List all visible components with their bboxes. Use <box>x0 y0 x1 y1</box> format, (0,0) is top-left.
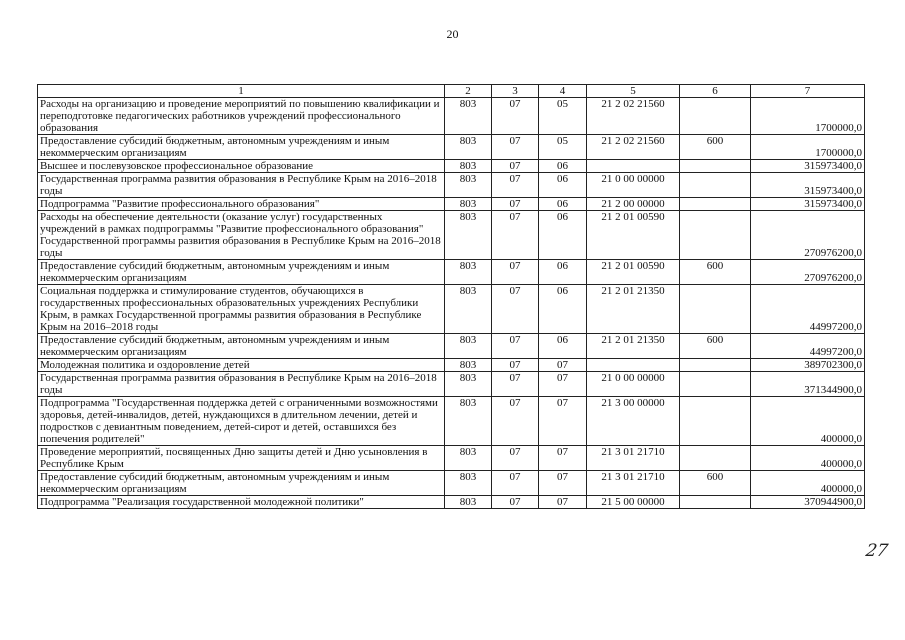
row-code-c2: 803 <box>445 496 492 509</box>
row-amount: 315973400,0 <box>751 160 865 173</box>
row-code-c6 <box>680 173 751 198</box>
budget-table <box>37 84 865 509</box>
row-code-c3: 07 <box>492 260 539 285</box>
row-code-c4: 07 <box>539 359 587 372</box>
row-amount: 44997200,0 <box>751 334 865 359</box>
row-amount: 370944900,0 <box>751 496 865 509</box>
row-code-c4: 06 <box>539 160 587 173</box>
row-amount: 1700000,0 <box>751 98 865 135</box>
row-code-c4: 06 <box>539 260 587 285</box>
row-name: Социальная поддержка и стимулирование студентов, обучающихся в государственных профессиональных образовательных учреждениях Республики Крым, в рамках Государственной программы развития образования в Республике Крым на 2016–2018 годы <box>38 285 445 334</box>
row-code-c4: 06 <box>539 334 587 359</box>
row-code-c4: 07 <box>539 471 587 496</box>
row-code-c2: 803 <box>445 397 492 446</box>
row-code-c6 <box>680 496 751 509</box>
row-code-c3: 07 <box>492 471 539 496</box>
row-name: Расходы на обеспечение деятельности (оказание услуг) государственных учреждений в рамках подпрограммы "Развитие профессионального образования" Государственной программы развития образования в Республике Крым на 2016–2018 годы <box>38 211 445 260</box>
table-row <box>38 471 865 496</box>
row-code-c2: 803 <box>445 198 492 211</box>
row-name: Предоставление субсидий бюджетным, автономным учреждениям и иным некоммерческим организациям <box>38 334 445 359</box>
row-code-c2: 803 <box>445 471 492 496</box>
row-code-c3: 07 <box>492 397 539 446</box>
row-code-c5: 21 2 02 21560 <box>587 98 680 135</box>
table-row <box>38 211 865 260</box>
row-code-c6 <box>680 285 751 334</box>
row-amount: 270976200,0 <box>751 211 865 260</box>
row-amount: 400000,0 <box>751 397 865 446</box>
row-code-c5: 21 2 02 21560 <box>587 135 680 160</box>
row-name: Подпрограмма "Развитие профессионального образования" <box>38 198 445 211</box>
row-amount: 400000,0 <box>751 471 865 496</box>
row-code-c3: 07 <box>492 211 539 260</box>
table-row <box>38 285 865 334</box>
row-name: Расходы на организацию и проведение мероприятий по повышению квалификации и переподготовке педагогических работников учреждений профессионального образования <box>38 98 445 135</box>
row-code-c3: 07 <box>492 160 539 173</box>
row-code-c5: 21 0 00 00000 <box>587 372 680 397</box>
row-code-c3: 07 <box>492 446 539 471</box>
table-row <box>38 160 865 173</box>
row-code-c6 <box>680 397 751 446</box>
table-row <box>38 98 865 135</box>
row-code-c6 <box>680 98 751 135</box>
row-code-c6 <box>680 359 751 372</box>
table-header-row <box>38 85 865 98</box>
row-code-c5: 21 2 01 21350 <box>587 285 680 334</box>
row-code-c6 <box>680 372 751 397</box>
table-row <box>38 372 865 397</box>
row-code-c4: 06 <box>539 211 587 260</box>
handwritten-mark: 27 <box>864 541 890 561</box>
row-code-c3: 07 <box>492 496 539 509</box>
row-code-c5: 21 2 01 00590 <box>587 260 680 285</box>
row-code-c5: 21 3 01 21710 <box>587 446 680 471</box>
row-name: Проведение мероприятий, посвященных Дню защиты детей и Дню усыновления в Республике Крым <box>38 446 445 471</box>
table-row <box>38 496 865 509</box>
row-code-c2: 803 <box>445 135 492 160</box>
row-code-c2: 803 <box>445 285 492 334</box>
row-code-c6 <box>680 160 751 173</box>
row-name: Предоставление субсидий бюджетным, автономным учреждениям и иным некоммерческим организациям <box>38 135 445 160</box>
row-code-c2: 803 <box>445 260 492 285</box>
table-row <box>38 135 865 160</box>
row-code-c2: 803 <box>445 173 492 198</box>
row-code-c6 <box>680 446 751 471</box>
table-row <box>38 397 865 446</box>
row-name: Предоставление субсидий бюджетным, автономным учреждениям и иным некоммерческим организациям <box>38 471 445 496</box>
row-code-c5: 21 3 01 21710 <box>587 471 680 496</box>
row-amount: 1700000,0 <box>751 135 865 160</box>
row-name: Предоставление субсидий бюджетным, автономным учреждениям и иным некоммерческим организациям <box>38 260 445 285</box>
row-code-c4: 06 <box>539 173 587 198</box>
row-code-c5: 21 2 01 21350 <box>587 334 680 359</box>
table-row <box>38 173 865 198</box>
row-code-c5 <box>587 160 680 173</box>
row-code-c2: 803 <box>445 160 492 173</box>
row-amount: 315973400,0 <box>751 173 865 198</box>
row-code-c4: 06 <box>539 285 587 334</box>
row-code-c5: 21 5 00 00000 <box>587 496 680 509</box>
row-code-c3: 07 <box>492 135 539 160</box>
row-code-c4: 07 <box>539 372 587 397</box>
row-name: Молодежная политика и оздоровление детей <box>38 359 445 372</box>
row-code-c5: 21 3 00 00000 <box>587 397 680 446</box>
row-code-c3: 07 <box>492 334 539 359</box>
column-header: 2 <box>445 85 492 98</box>
row-name: Высшее и послевузовское профессиональное образование <box>38 160 445 173</box>
page-number: 20 <box>446 27 459 41</box>
row-amount: 44997200,0 <box>751 285 865 334</box>
row-code-c4: 05 <box>539 135 587 160</box>
row-code-c6: 600 <box>680 260 751 285</box>
row-code-c6 <box>680 198 751 211</box>
table-row <box>38 446 865 471</box>
row-code-c2: 803 <box>445 334 492 359</box>
row-code-c2: 803 <box>445 446 492 471</box>
row-code-c4: 05 <box>539 98 587 135</box>
column-header: 7 <box>751 85 865 98</box>
row-code-c3: 07 <box>492 173 539 198</box>
row-name: Государственная программа развития образования в Республике Крым на 2016–2018 годы <box>38 372 445 397</box>
row-code-c5 <box>587 359 680 372</box>
column-header: 1 <box>38 85 445 98</box>
row-code-c6: 600 <box>680 135 751 160</box>
table-row <box>38 198 865 211</box>
row-amount: 371344900,0 <box>751 372 865 397</box>
row-code-c6: 600 <box>680 334 751 359</box>
column-header: 6 <box>680 85 751 98</box>
row-code-c4: 07 <box>539 397 587 446</box>
row-code-c6 <box>680 211 751 260</box>
row-code-c2: 803 <box>445 359 492 372</box>
row-code-c5: 21 2 01 00590 <box>587 211 680 260</box>
table-row <box>38 334 865 359</box>
row-name: Подпрограмма "Государственная поддержка детей с ограниченными возможностями здоровья, детей-инвалидов, детей, нуждающихся в длительном лечении, детей и подростков с девиантным поведением, детей-сирот и детей, оставшихся без попечения родителей" <box>38 397 445 446</box>
column-header: 4 <box>539 85 587 98</box>
row-amount: 389702300,0 <box>751 359 865 372</box>
column-header: 5 <box>587 85 680 98</box>
row-code-c6: 600 <box>680 471 751 496</box>
row-name: Подпрограмма "Реализация государственной молодежной политики" <box>38 496 445 509</box>
row-amount: 270976200,0 <box>751 260 865 285</box>
row-code-c4: 07 <box>539 446 587 471</box>
row-code-c3: 07 <box>492 372 539 397</box>
row-amount: 315973400,0 <box>751 198 865 211</box>
row-name: Государственная программа развития образования в Республике Крым на 2016–2018 годы <box>38 173 445 198</box>
row-code-c3: 07 <box>492 98 539 135</box>
column-header: 3 <box>492 85 539 98</box>
table-row <box>38 359 865 372</box>
row-code-c2: 803 <box>445 372 492 397</box>
row-code-c5: 21 0 00 00000 <box>587 173 680 198</box>
row-amount: 400000,0 <box>751 446 865 471</box>
row-code-c4: 07 <box>539 496 587 509</box>
row-code-c5: 21 2 00 00000 <box>587 198 680 211</box>
row-code-c2: 803 <box>445 211 492 260</box>
row-code-c3: 07 <box>492 285 539 334</box>
row-code-c4: 06 <box>539 198 587 211</box>
row-code-c2: 803 <box>445 98 492 135</box>
row-code-c3: 07 <box>492 198 539 211</box>
row-code-c3: 07 <box>492 359 539 372</box>
table-row <box>38 260 865 285</box>
